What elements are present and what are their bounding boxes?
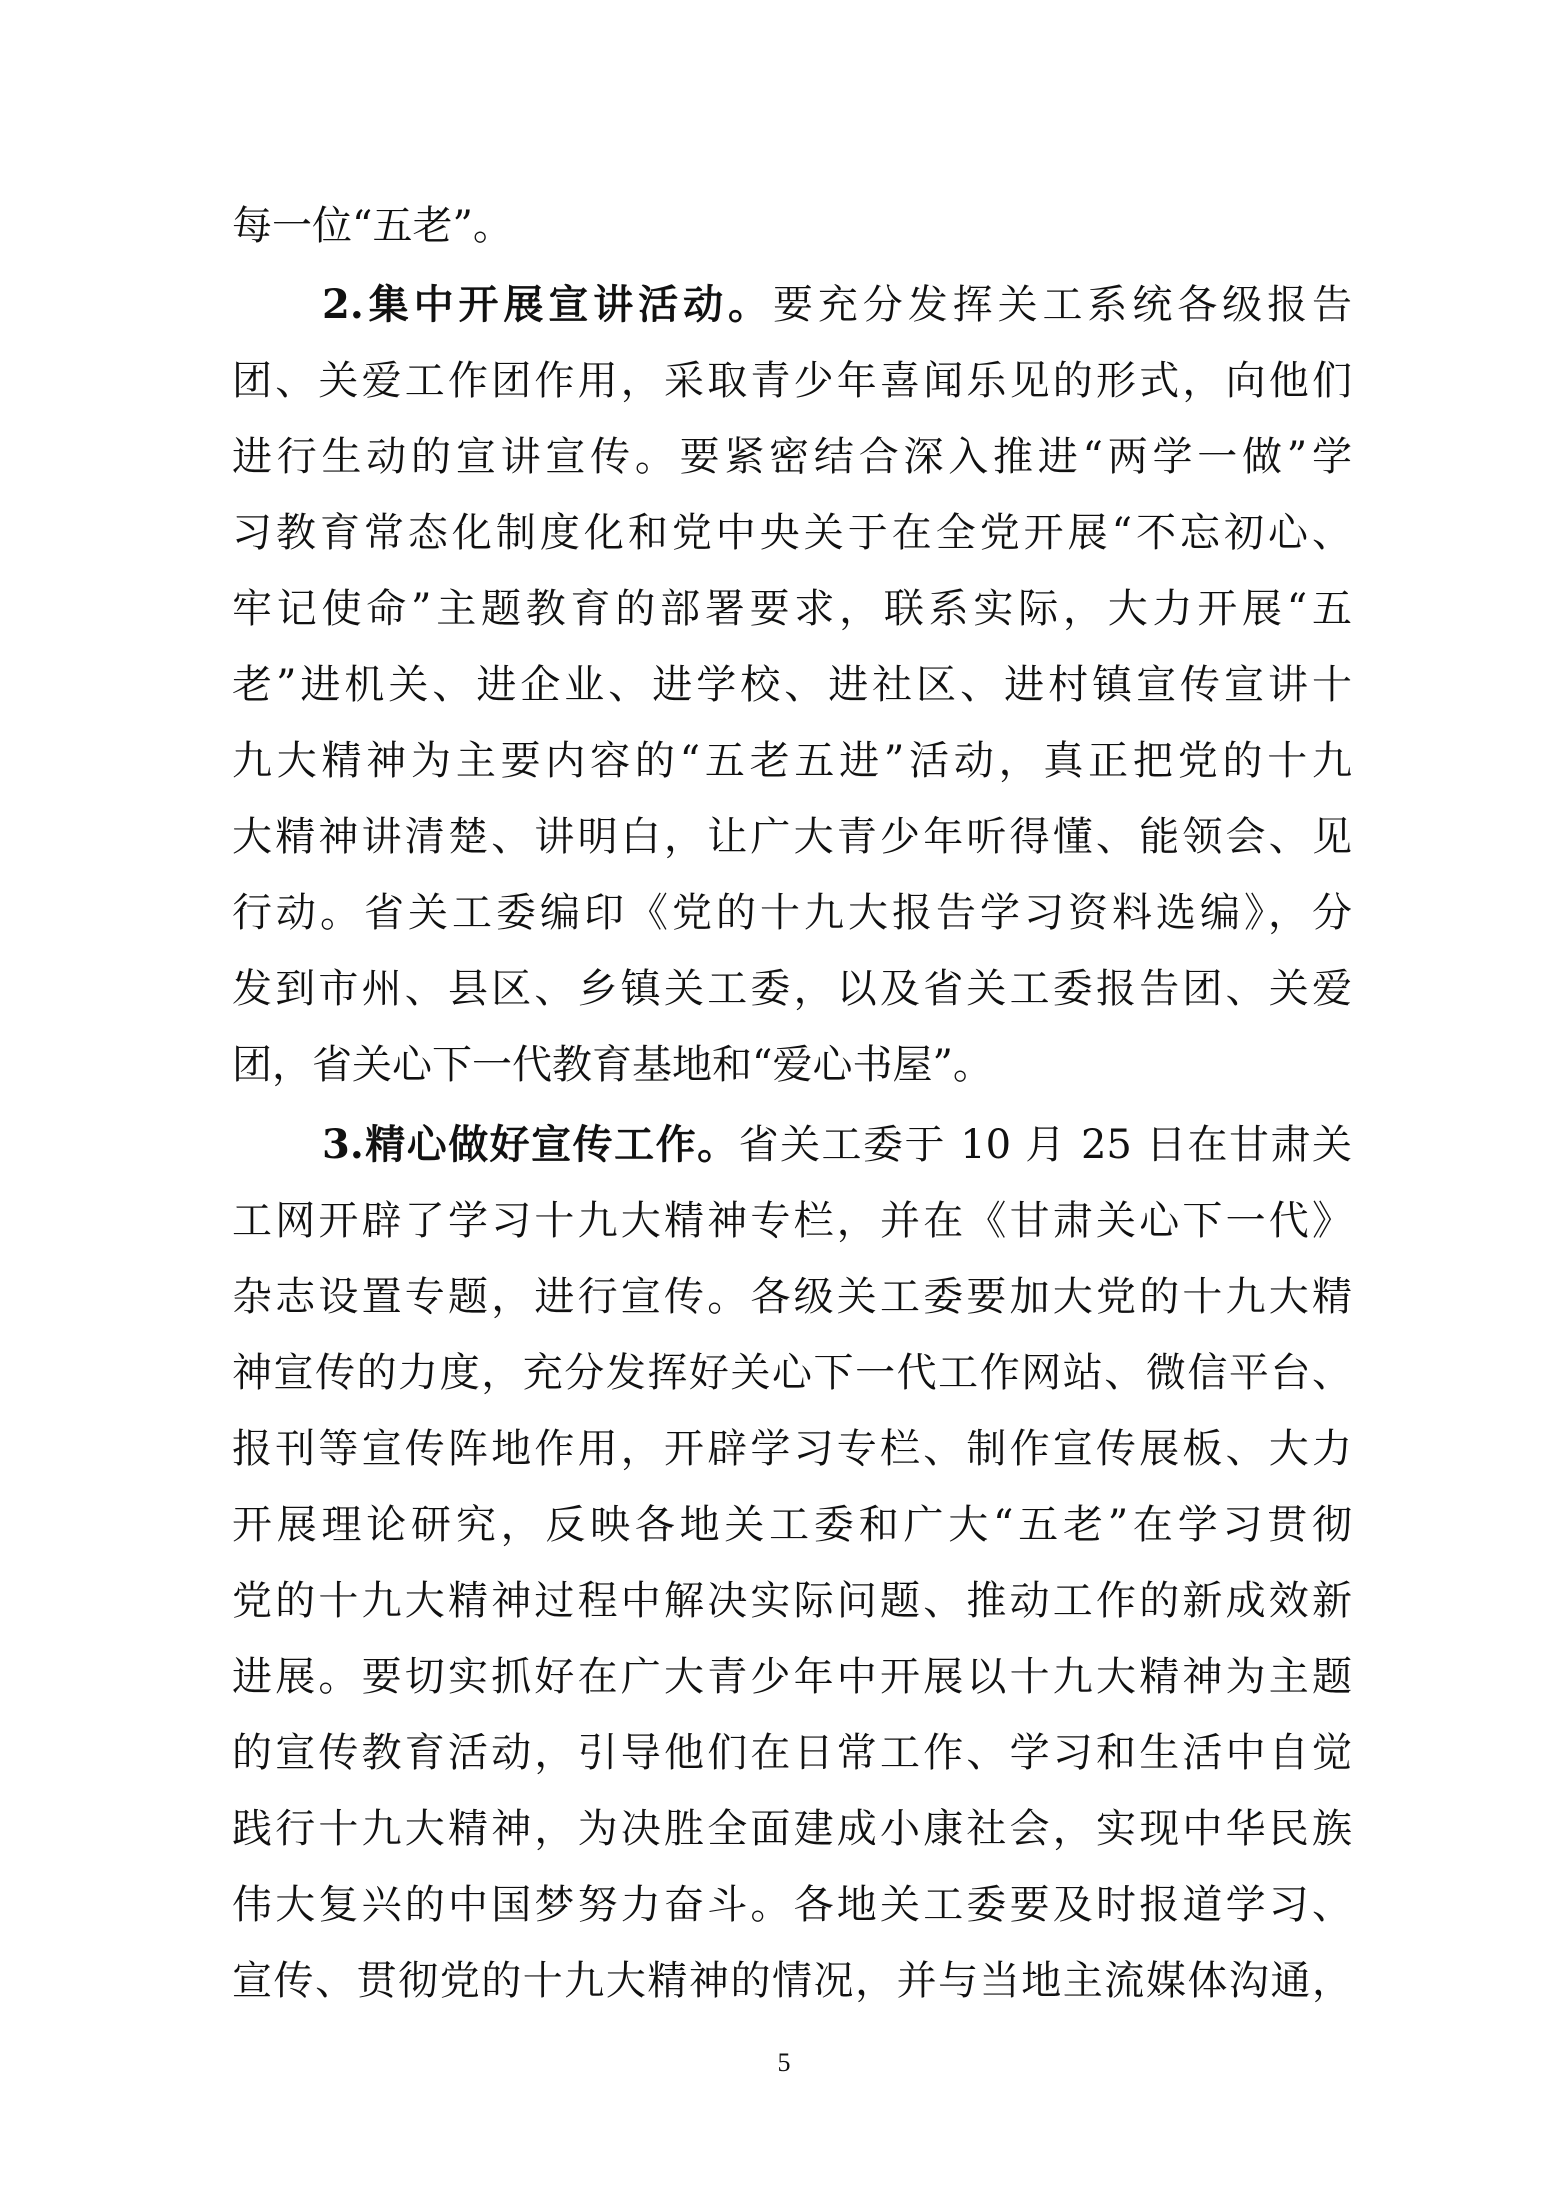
text-line: 发到市州、县区、乡镇关工委，以及省关工委报告团、关爱 — [232, 966, 1352, 1012]
text-line: 大精神讲清楚、讲明白，让广大青少年听得懂、能领会、见 — [232, 814, 1352, 860]
text-line: 杂志设置专题，进行宣传。各级关工委要加大党的十九大精 — [232, 1274, 1352, 1320]
text-line: 开展理论研究，反映各地关工委和广大“五老”在学习贯彻 — [232, 1502, 1352, 1548]
text-line: 神宣传的力度，充分发挥好关心下一代工作网站、微信平台、 — [232, 1350, 1352, 1396]
text-line: 党的十九大精神过程中解决实际问题、推动工作的新成效新 — [232, 1578, 1352, 1624]
text-line: 工网开辟了学习十九大精神专栏，并在《甘肃关心下一代》 — [232, 1198, 1352, 1244]
text-line-segment: 省关工委于 10 月 25 日在甘肃关 — [738, 1122, 1352, 1168]
text-line: 宣传、贯彻党的十九大精神的情况，并与当地主流媒体沟通， — [232, 1958, 1352, 2004]
text-line: 团，省关心下一代教育基地和“爱心书屋”。 — [232, 1042, 993, 1088]
text-line-segment: 要充分发挥关工系统各级报告 — [772, 282, 1352, 328]
text-line: 九大精神为主要内容的“五老五进”活动，真正把党的十九 — [232, 738, 1352, 784]
text-line — [322, 1115, 1352, 1175]
section-heading-2: 2.集中开展宣讲活动。 — [322, 281, 773, 328]
text-line: 团、关爱工作团作用，采取青少年喜闻乐见的形式，向他们 — [232, 358, 1352, 404]
text-line: 践行十九大精神，为决胜全面建成小康社会，实现中华民族 — [232, 1806, 1352, 1852]
text-line: 行动。省关工委编印《党的十九大报告学习资料选编》，分 — [232, 890, 1352, 936]
text-line: 伟大复兴的中国梦努力奋斗。各地关工委要及时报道学习、 — [232, 1882, 1352, 1928]
text-line: 每一位“五老”。 — [232, 203, 513, 249]
text-line: 习教育常态化制度化和党中央关于在全党开展“不忘初心、 — [232, 510, 1352, 556]
page-number: 5 — [777, 2048, 791, 2077]
text-line: 牢记使命”主题教育的部署要求，联系实际，大力开展“五 — [232, 586, 1352, 632]
text-line: 的宣传教育活动，引导他们在日常工作、学习和生活中自觉 — [232, 1730, 1352, 1776]
text-line: 老”进机关、进企业、进学校、进社区、进村镇宣传宣讲十 — [232, 662, 1352, 708]
text-line: 进行生动的宣讲宣传。要紧密结合深入推进“两学一做”学 — [232, 434, 1352, 480]
text-line — [322, 275, 1352, 335]
text-line: 报刊等宣传阵地作用，开辟学习专栏、制作宣传展板、大力 — [232, 1426, 1352, 1472]
text-line: 进展。要切实抓好在广大青少年中开展以十九大精神为主题 — [232, 1654, 1352, 1700]
section-heading-3: 3.精心做好宣传工作。 — [322, 1121, 739, 1168]
